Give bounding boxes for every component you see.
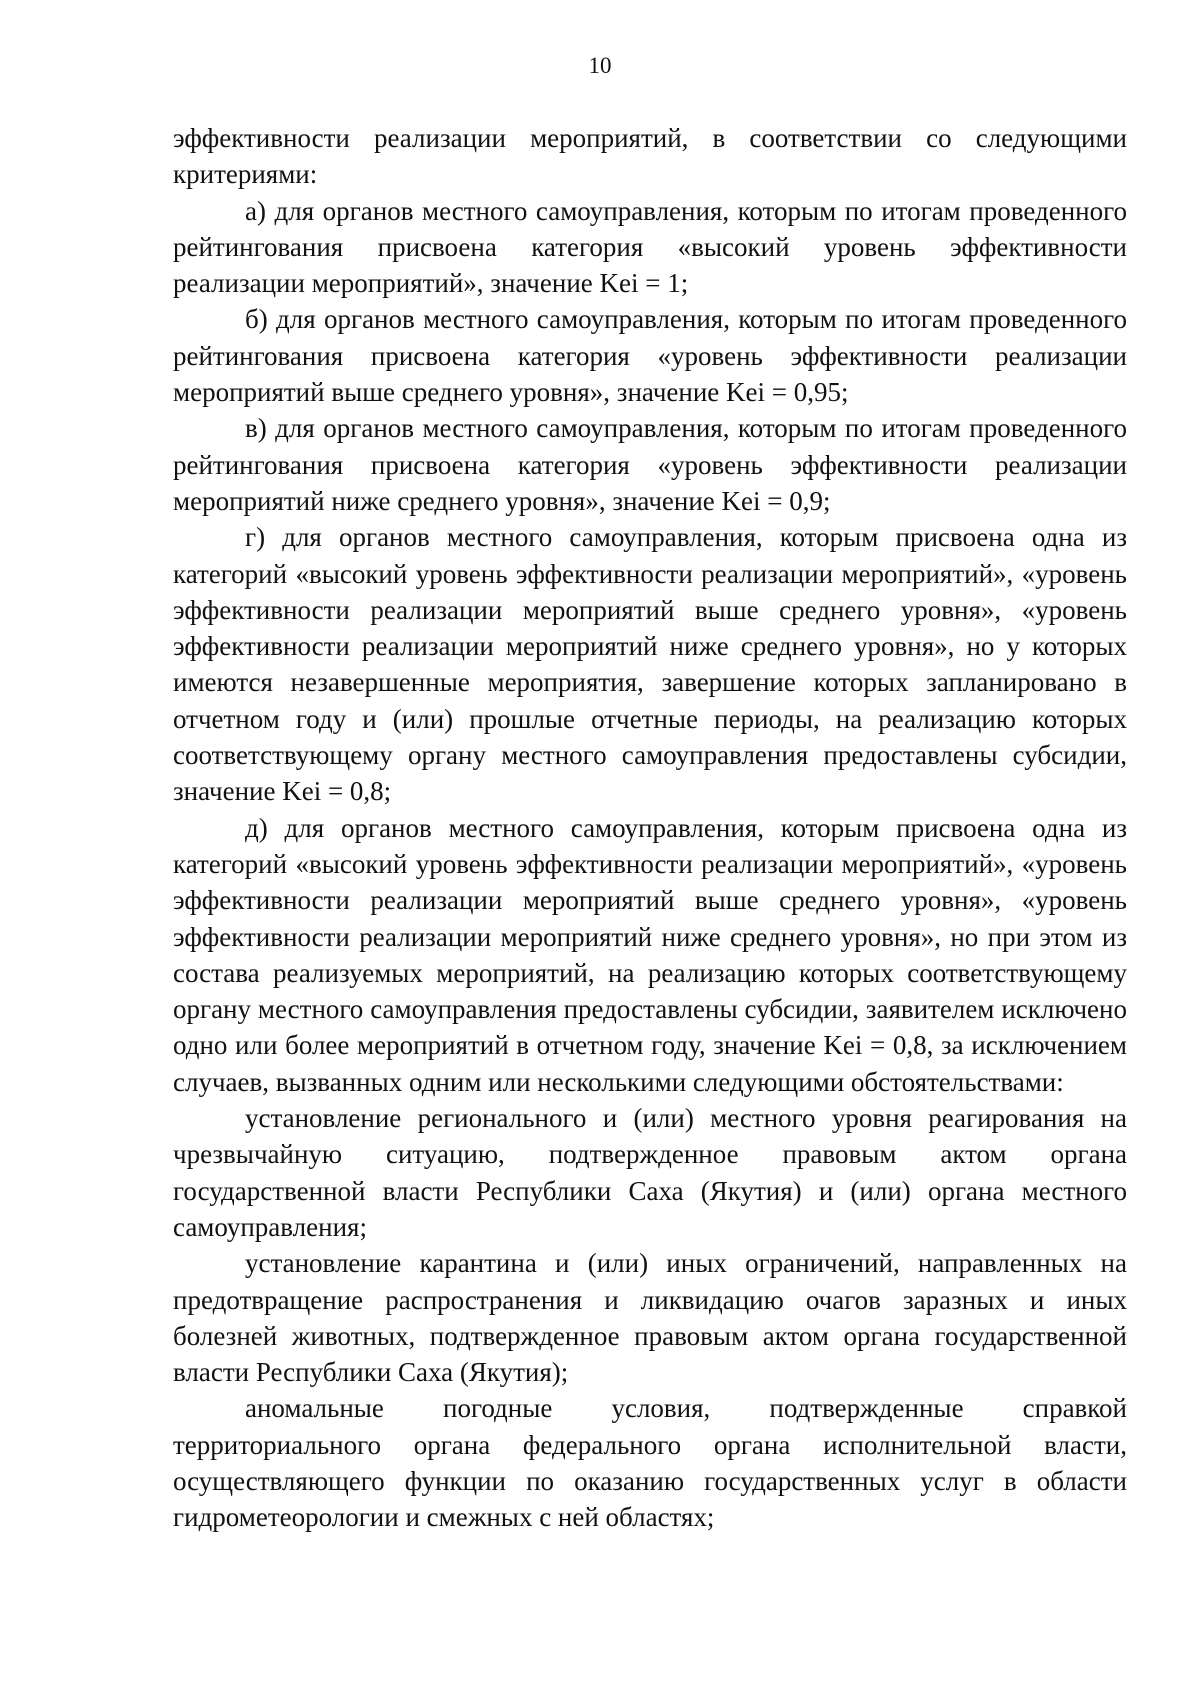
- paragraph-circumstance-quarantine: установление карантина и (или) иных ограничений, направленных на предотвращение распространения и ликвидацию очагов заразных и иных болезней животных, подтвержденное правовым актом органа государственной власти Республики Саха (Якутия);: [173, 1248, 1127, 1388]
- paragraph-item-a: а) для органов местного самоуправления, которым по итогам проведенного рейтингования присвоена категория «высокий уровень эффективности реализации мероприятий», значение Kei = 1;: [173, 195, 1127, 299]
- paragraph-intro: эффективности реализации мероприятий, в соответствии со следующими критериями:: [173, 123, 1127, 190]
- paragraph-item-g: г) для органов местного самоуправления, которым присвоена одна из категорий «высокий уровень эффективности реализации мероприятий», «уровень эффективности реализации мероприятий выше среднего уровня», «уровень эффективности реализации мероприятий ниже среднего уровня», но у которых имеются незавершенные мероприятия, завершение которых запланировано в отчетном году и (или) прошлые отчетные периоды, на реализацию которых соответствующему органу местного самоуправления предоставлены субсидии, значение Kei = 0,8;: [173, 522, 1127, 807]
- paragraph-item-b: б) для органов местного самоуправления, которым по итогам проведенного рейтингования присвоена категория «уровень эффективности реализации мероприятий выше среднего уровня», значение Kei = 0,95;: [173, 304, 1127, 408]
- paragraph-circumstance-weather: аномальные погодные условия, подтвержденные справкой территориального органа федерального органа исполнительной власти, осуществляющего функции по оказанию государственных услуг в области гидрометеорологии и смежных с ней областях;: [173, 1393, 1127, 1533]
- paragraph-circumstance-emergency: установление регионального и (или) местного уровня реагирования на чрезвычайную ситуацию, подтвержденное правовым актом органа государственной власти Республики Саха (Якутия) и (или) органа местного самоуправления;: [173, 1103, 1127, 1242]
- paragraph-item-d: д) для органов местного самоуправления, которым присвоена одна из категорий «высокий уровень эффективности реализации мероприятий», «уровень эффективности реализации мероприятий выше среднего уровня», «уровень эффективности реализации мероприятий ниже среднего уровня», но при этом из состава реализуемых мероприятий, на реализацию которых соответствующему органу местного самоуправления предоставлены субсидии, заявителем исключено одно или более мероприятий в отчетном году, значение Kei = 0,8, за исключением случаев, вызванных одним или несколькими следующими обстоятельствами:: [173, 812, 1127, 1097]
- page-number: 10: [588, 53, 612, 78]
- paragraph-item-v: в) для органов местного самоуправления, которым по итогам проведенного рейтингования присвоена категория «уровень эффективности реализации мероприятий ниже среднего уровня», значение Kei = 0,9;: [173, 413, 1127, 516]
- document-body: [173, 120, 1127, 1536]
